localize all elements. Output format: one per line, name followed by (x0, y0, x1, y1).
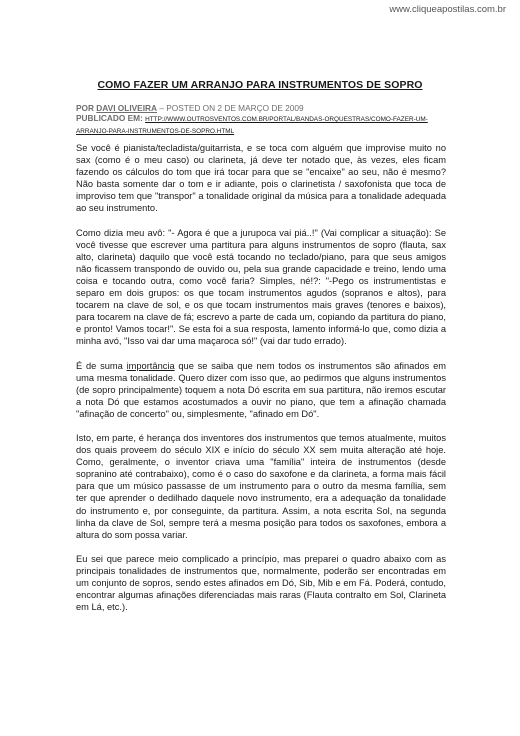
paragraph-3 (76, 360, 446, 420)
published-line (76, 113, 436, 137)
posted-date: – POSTED ON 2 DE MARÇO DE 2009 (159, 103, 304, 113)
published-url-link[interactable]: HTTP://WWW.OUTROSVENTOS.COM.BR/PORTAL/BANDAS-ORQUESTRAS/COMO-FAZER-UM-ARRANJO-PARA-INSTRUMENTOS-DE-SOPRO.HTML (76, 116, 428, 135)
author-link[interactable]: DAVI OLIVEIRA (96, 103, 157, 113)
article-body (76, 142, 446, 625)
site-url: www.cliqueapostilas.com.br (389, 4, 506, 15)
paragraph-5: Eu sei que parece meio complicado a princípio, mas preparei o quadro abaixo com as principais tonalidades de instrumentos que, normalmente, poderão ser encontradas em um conjunto de sopros, sendo estes afinados em Dó, Sib, Mib e em Fá. Poderá, contudo, encontrar algumas afinações diferenciadas mais raras (Flauta contralto em Sol, Clarineta em Lá, etc.). (76, 553, 446, 613)
article-title: COMO FAZER UM ARRANJO PARA INSTRUMENTOS DE SOPRO (97, 79, 423, 91)
paragraph-1: Se você é pianista/tecladista/guitarrista, e se toca com alguém que improvise muito no sax (como é o meu caso) ou clarineta, já deve ter notado que, às vezes, eles ficam fazendo os cálculos do tom que irá tocar para que se "encaixe" ao seu, não é mesmo? Não basta somente dar o tom e ir adiante, pois o clarinetista / saxofonista que toca de improviso tem que "transpor" a tonalidade original da música para a tonalidade adequada ao seu instrumento. (76, 143, 446, 214)
importancia-link[interactable]: importância (126, 360, 175, 371)
paragraph-3-start: É de suma (76, 360, 127, 371)
published-label: PUBLICADO EM: (76, 113, 143, 123)
by-label: POR (76, 103, 94, 113)
paragraph-4: Isto, em parte, é herança dos inventores dos instrumentos que temos atualmente, muitos dos quais proveem do século XIX e início do século XX sem muita alteração até hoje. Como, geralmente, o inventor criava uma "família" inteira de instrumentos (desde sopranino até contrabaixo), como é o caso do saxofone e da clarineta, a forma mais fácil para que um músico passasse de um instrumento para o outro da mesma família, sem ter que aprender o dedilhado daquele novo instrumento, era a adequação da tonalidade do instrumento e, por conseguinte, da partitura. Assim, a nota escrita Sol, na segunda linha da clave de Sol, sempre terá a mesma posição para todos os saxofones, embora a altura do som possa variar. (76, 432, 446, 540)
paragraph-2: Como dizia meu avô: "- Agora é que a jurupoca vai piá..!" (Vai complicar a situação): Se você tivesse que escrever uma partitura para alguns instrumentos de sopro (flauta, sax alto, clarineta) daquilo que você está tocando no teclado/piano, para que seus amigos não ficassem transpondo de ouvido ou, pela sua grande capacidade e treino, lendo uma coisa e tocando outra, como você faria? Simples, né!?: "-Pego os instrumentistas e separo em dois grupos: os que tocam instrumentos agudos (sopranos e altos), para tocarem na clave de sol, e os que tocam instrumentos mais graves (tenores e baixos), para tocarem na clave de fá; escrevo a parte de cada um, copiando da partitura do piano, e pronto! Vamos tocar!". Se esta foi a sua resposta, lamento informá-lo que, como dizia a minha avó, "Isso vai dar uma maçaroca só!" (vai dar tudo errado). (76, 227, 446, 347)
paragraph-3-end: que se saiba que nem todos os instrumentos são afinados em uma mesma tonalidade. Quero dizer com isso que, ao pedirmos que alguns instrumentos (de sopro principalmente) toquem a nota Dó escrita em sua partitura, não iremos escutar a nota Dó que estamos acostumados a ouvir no piano, que tem a afinação chamada "afinação de concerto" ou, simplesmente, "afinado em Dó". (76, 360, 446, 419)
author-line (76, 103, 436, 113)
